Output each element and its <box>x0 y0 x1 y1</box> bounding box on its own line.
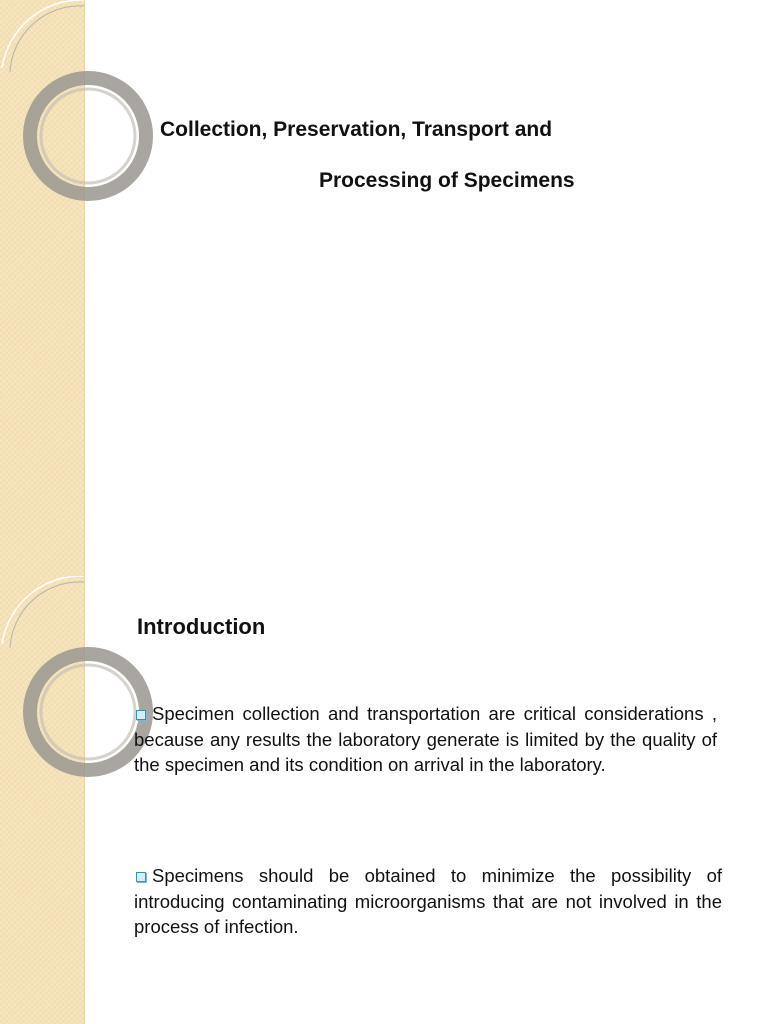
section-heading: Introduction <box>137 614 266 639</box>
bullet-text: Specimen collection and transportation are critical considerations , because any results the laboratory generate is limited by the quality of the specimen and its condition on arrival in the laboratory. <box>134 703 717 775</box>
decorative-rings-icon <box>0 576 84 776</box>
square-bullet-icon <box>136 872 146 882</box>
introduction-slide <box>0 576 768 1024</box>
square-bullet-icon <box>136 710 146 720</box>
bullet-item <box>134 701 717 778</box>
decorative-rings-icon <box>0 0 84 200</box>
title-line-2: Processing of Specimens <box>319 169 575 192</box>
bullet-item <box>134 863 722 940</box>
bullet-text: Specimens should be obtained to minimize the possibility of introducing contaminating microorganisms that are not involved in the process of infection. <box>134 865 722 937</box>
title-line-1: Collection, Preservation, Transport and <box>160 118 553 141</box>
